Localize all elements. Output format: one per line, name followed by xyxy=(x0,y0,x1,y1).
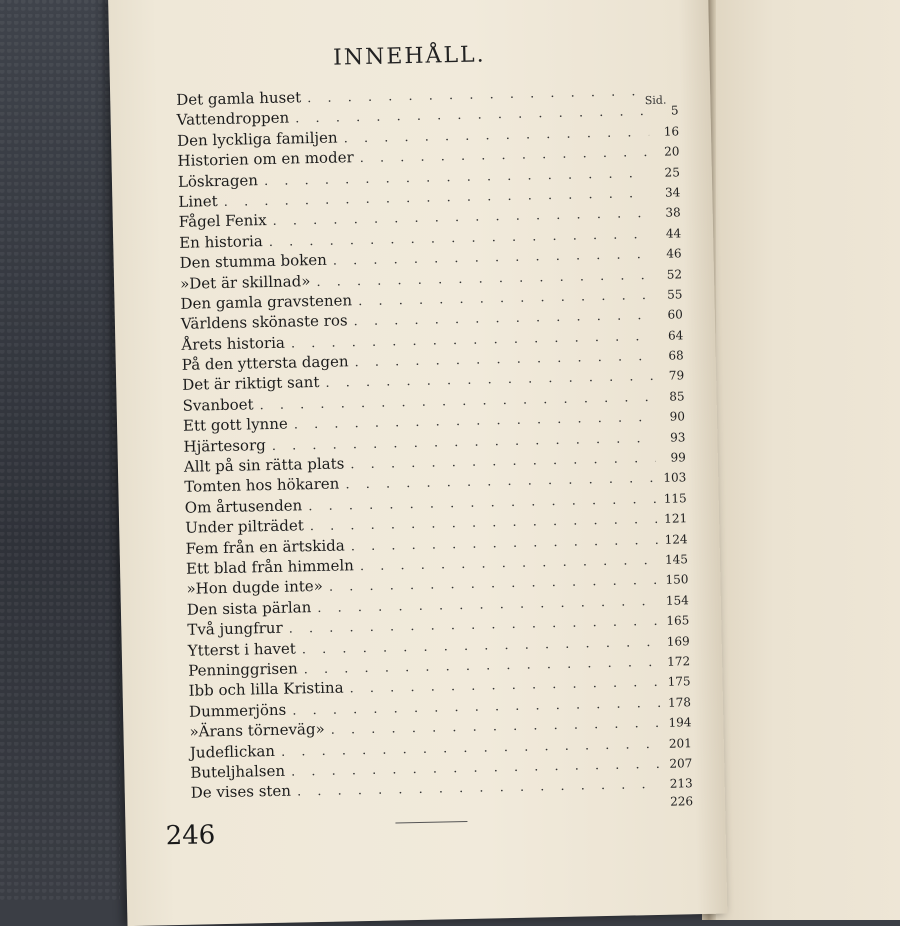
toc-entry-title: Årets historia xyxy=(181,333,286,354)
toc-entry-page: 201 xyxy=(668,735,692,751)
toc-entry-page: 46 xyxy=(666,246,682,261)
toc-entry-page: 55 xyxy=(667,287,683,302)
toc-entry-title: Om årtusenden xyxy=(184,496,303,517)
toc-entry-page: 175 xyxy=(667,674,691,690)
toc-entry-title: Svanboet xyxy=(182,395,254,415)
toc-entry-page: 64 xyxy=(667,327,684,343)
toc-entry-title: Tomten hos hökaren xyxy=(184,474,340,497)
toc-entry-page: 93 xyxy=(669,429,686,445)
toc-entry-title: Ett gott lynne xyxy=(182,414,288,436)
table-of-contents xyxy=(176,80,693,824)
toc-entry-title: Den stumma boken xyxy=(179,250,327,272)
toc-entry-title: Den lyckliga familjen xyxy=(176,128,338,150)
toc-entry-title: Fem från en ärtskida xyxy=(185,536,345,558)
toc-entry-page: 213 xyxy=(669,776,693,791)
toc-entry-title: Världens skönaste ros xyxy=(180,311,348,334)
toc-entry-title: Linet xyxy=(178,191,218,211)
toc-entry-page: 90 xyxy=(669,409,686,424)
toc-heading: INNEHÅLL. xyxy=(332,42,486,71)
toc-entry-title: Penninggrisen xyxy=(188,659,298,680)
toc-entry-page: 165 xyxy=(666,613,690,628)
toc-entry-page: 115 xyxy=(663,491,687,506)
toc-entry-page: 5 xyxy=(670,103,679,118)
toc-entry-page: 38 xyxy=(665,205,681,220)
toc-entry-page: 121 xyxy=(664,511,688,526)
toc-entry-title: Dummerjöns xyxy=(188,700,287,721)
toc-entry-title: Ibb och lilla Kristina xyxy=(188,678,344,701)
folio-number: 246 xyxy=(165,820,216,852)
toc-entry-title: Ytterst i havet xyxy=(187,639,296,660)
toc-entry-page: 60 xyxy=(667,307,684,322)
toc-entry-page: 16 xyxy=(663,124,680,139)
toc-entry-page: 145 xyxy=(664,552,689,567)
page-column-label: Sid. xyxy=(644,93,667,108)
toc-entry-title: Två jungfrur xyxy=(187,618,283,639)
toc-entry-page: 194 xyxy=(668,715,692,730)
closing-rule xyxy=(395,821,467,824)
toc-entry-title: »Det är skillnad» xyxy=(179,271,311,293)
toc-entry-title: Ett blad från himmeln xyxy=(185,556,355,578)
toc-entry-title: En historia xyxy=(179,231,263,252)
toc-entry-page: 20 xyxy=(664,144,680,159)
table-cloth-background xyxy=(0,0,120,900)
toc-entry-title: Den sista pärlan xyxy=(186,597,312,619)
toc-entry-page: 25 xyxy=(664,164,681,180)
toc-entry-title: Under pilträdet xyxy=(185,516,304,537)
toc-entry-page: 44 xyxy=(665,226,682,241)
toc-entry-title: Hjärtesorg xyxy=(183,435,266,456)
toc-entry-title: På den yttersta dagen xyxy=(181,352,349,374)
toc-entry-title: Allt på sin rätta plats xyxy=(183,454,345,476)
toc-entry-page: 150 xyxy=(665,572,689,588)
toc-entry-title: Historien om en moder xyxy=(177,148,354,171)
toc-entry-page: 34 xyxy=(664,185,681,200)
toc-entry-title: »Ärans törneväg» xyxy=(189,720,325,741)
toc-entry-title: Löskragen xyxy=(177,170,259,191)
toc-entry-page: 172 xyxy=(667,654,691,669)
facing-page xyxy=(714,0,900,920)
toc-entry-page: 103 xyxy=(663,470,687,486)
toc-entry-page: 178 xyxy=(667,694,692,710)
toc-entry-page: 85 xyxy=(669,389,685,404)
toc-entry-title: Den gamla gravstenen xyxy=(180,291,353,313)
toc-entry-title: De vises sten xyxy=(190,781,292,803)
toc-entry-title: Vattendroppen xyxy=(176,108,290,130)
toc-entry-page: 99 xyxy=(670,450,686,465)
toc-entry-title: Buteljhalsen xyxy=(190,761,286,782)
toc-entry-title: Det är riktigt sant xyxy=(182,373,320,395)
toc-entry-title: Judeflickan xyxy=(189,741,276,762)
toc-entry-page: 68 xyxy=(668,348,684,363)
toc-entry-title: »Hon dugde inte» xyxy=(186,577,324,599)
toc-trailing-page: 226 xyxy=(669,793,694,809)
toc-entry-page xyxy=(648,94,678,95)
toc-entry-page: 124 xyxy=(664,531,688,547)
toc-entry-page: 154 xyxy=(665,593,689,608)
toc-entry-page: 79 xyxy=(668,368,685,384)
toc-entry-page: 207 xyxy=(669,756,693,771)
book-page xyxy=(108,0,727,926)
toc-entry-page: 52 xyxy=(666,266,683,282)
toc-entry-title: Det gamla huset xyxy=(176,88,302,109)
toc-entry-title: Fågel Fenix xyxy=(178,211,267,232)
toc-entry-page: 169 xyxy=(666,633,690,649)
